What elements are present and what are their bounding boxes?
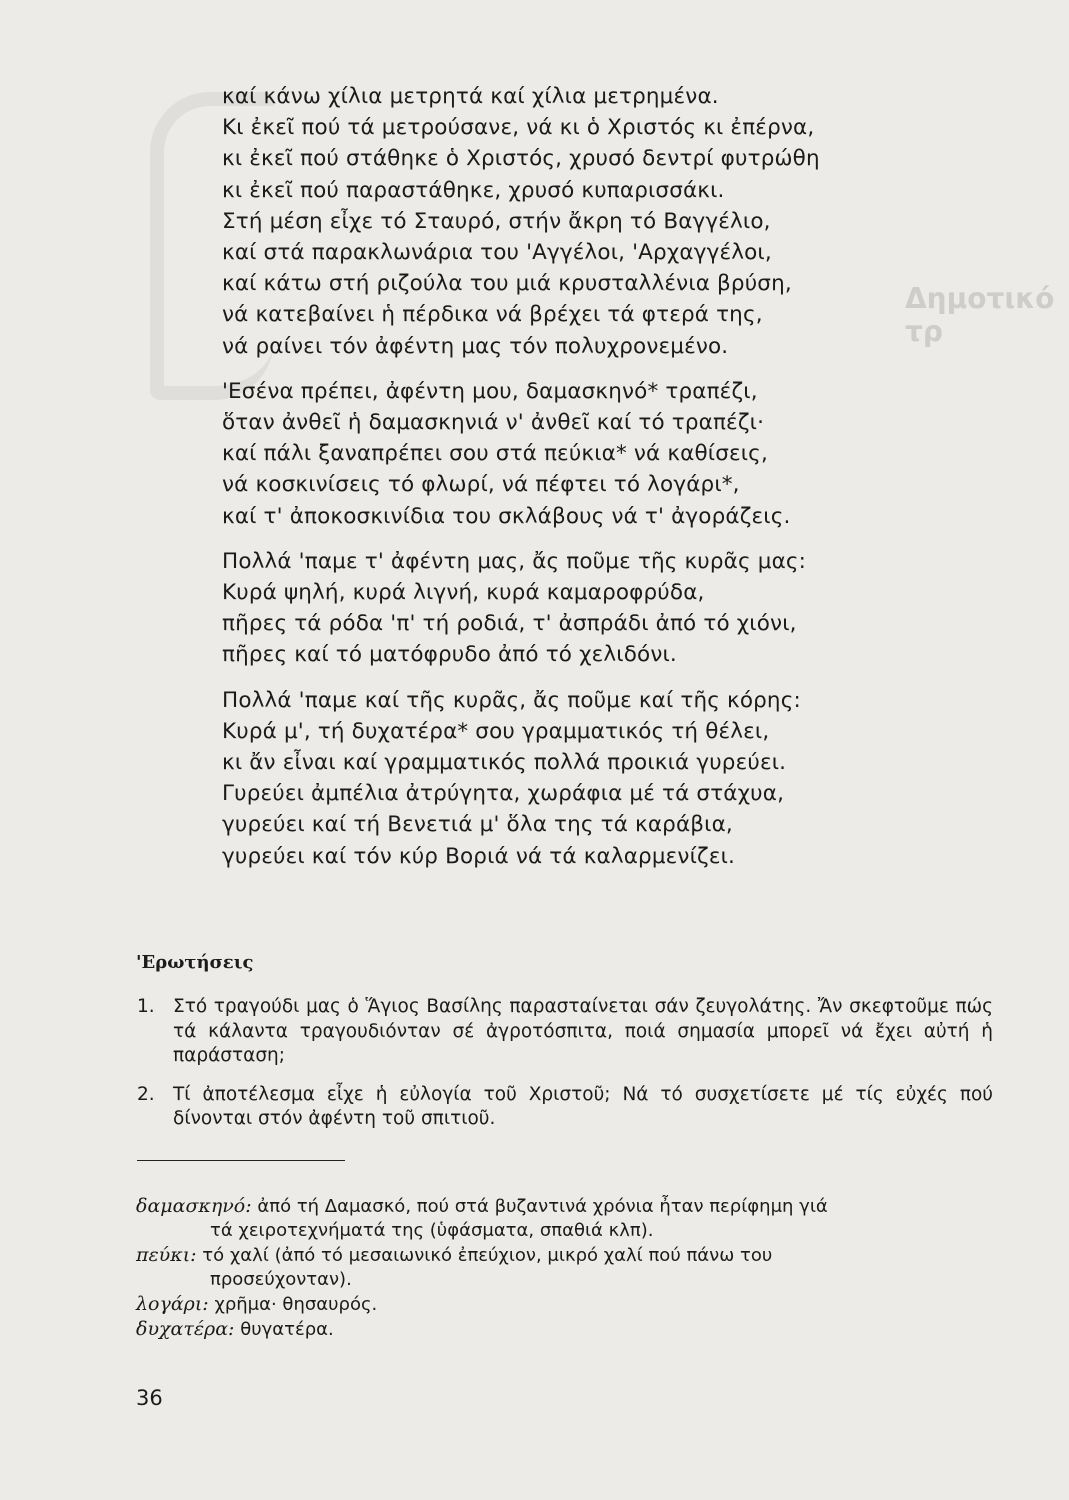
poem-line: γυρεύει καί τή Βενετιά μ' ὅλα της τά καράβια,	[222, 812, 733, 838]
poem-line: πῆρες καί τό ματόφρυδο ἀπό τό χελιδόνι.	[222, 642, 677, 668]
page-number: 36	[136, 1386, 163, 1410]
poem-line: καί τ' ἀποκοσκινίδια του σκλάβους νά τ' ἀγοράζεις.	[222, 503, 791, 529]
stanza-1	[222, 81, 922, 362]
poem-line: νά κοσκινίσεις τό φλωρί, νά πέφτει τό λογάρι*,	[222, 472, 740, 498]
glossary-continuation: τά χειροτεχνήματά της (ὑφάσματα, σπαθιά κλπ).	[210, 1220, 654, 1241]
glossary-entry	[136, 1292, 986, 1317]
glossary-entry	[136, 1317, 986, 1342]
question-item	[137, 1083, 997, 1132]
bleed-through-title: Δημοτικό τρ	[905, 282, 1055, 348]
poem-line: ὅταν ἀνθεῖ ἡ δαμασκηνιά ν' ἀνθεῖ καί τό τραπέζι·	[222, 410, 765, 436]
poem-line: πῆρες τά ρόδα 'π' τή ροδιά, τ' ἀσπράδι ἀπό τό χιόνι,	[222, 611, 797, 637]
glossary-term: πεύκι:	[136, 1244, 197, 1266]
glossary-definition: ἀπό τή Δαμασκό, πού στά βυζαντινά χρόνια ἦταν περίφημη γιά	[257, 1196, 828, 1217]
poem-line: νά κατεβαίνει ἡ πέρδικα νά βρέχει τά φτερά της,	[222, 302, 763, 328]
poem	[222, 81, 922, 886]
poem-line: καί στά παρακλωνάρια του 'Αγγέλοι, 'Αρχαγγέλοι,	[222, 240, 772, 266]
poem-line: 'Εσένα πρέπει, ἀφέντη μου, δαμασκηνό* τραπέζι,	[222, 378, 758, 404]
question-number: 1.	[137, 996, 155, 1017]
questions-heading: 'Ερωτήσεις	[136, 952, 254, 973]
poem-line: Πολλά 'παμε τ' ἀφέντη μας, ἄς ποῦμε τῆς κυρᾶς μας:	[222, 548, 807, 574]
question-number: 2.	[137, 1083, 155, 1105]
question-item	[137, 995, 997, 1069]
poem-line: καί κάνω χίλια μετρητά καί χίλια μετρημένα.	[222, 84, 719, 109]
poem-line: Γυρεύει ἀμπέλια ἀτρύγητα, χωράφια μέ τά στάχυα,	[222, 781, 785, 807]
glossary-entry	[136, 1194, 986, 1219]
stanza-4	[222, 685, 922, 872]
glossary-term: δαμασκηνό:	[136, 1195, 252, 1217]
poem-line: Στή μέση εἶχε τό Σταυρό, στήν ἄκρη τό Βαγγέλιο,	[222, 208, 771, 234]
glossary-entry	[136, 1243, 986, 1268]
glossary-term: δυχατέρα:	[136, 1318, 235, 1340]
glossary	[136, 1194, 986, 1342]
poem-line: γυρεύει καί τόν κύρ Βοριά νά τά καλαρμενίζει.	[222, 843, 736, 869]
poem-line: κι ἐκεῖ πού στάθηκε ὁ Χριστός, χρυσό δεντρί φυτρώθη	[222, 146, 820, 172]
stanza-2	[222, 376, 922, 532]
question-text: Στό τραγούδι μας ὁ Ἅγιος Βασίλης παρασταίνεται σάν ζευγολάτης. Ἄν σκεφτοῦμε πώς τά κάλαντα τραγουδιόνταν σέ ἀγροτόσπιτα, ποιά σημασία μπορεῖ νά ἔχει αὐτή ἡ παράσταση;	[173, 996, 993, 1066]
footnote-divider	[137, 1160, 345, 1161]
poem-line: κι ἄν εἶναι καί γραμματικός πολλά προικιά γυρεύει.	[222, 750, 787, 776]
poem-line: Πολλά 'παμε καί τῆς κυρᾶς, ἄς ποῦμε καί τῆς κόρης:	[222, 687, 801, 713]
glossary-term: λογάρι:	[136, 1293, 209, 1315]
poem-line: Κι ἐκεῖ πού τά μετρούσανε, νά κι ὁ Χριστός κι ἐπέρνα,	[222, 115, 815, 141]
poem-line: καί πάλι ξαναπρέπει σου στά πεύκια* νά καθίσεις,	[222, 441, 768, 467]
glossary-definition: τό χαλί (ἀπό τό μεσαιωνικό ἐπεύχιον, μικρό χαλί πού πάνω του	[202, 1245, 773, 1266]
poem-line: κι ἐκεῖ πού παραστάθηκε, χρυσό κυπαρισσάκι.	[222, 177, 725, 203]
stanza-3	[222, 546, 922, 671]
glossary-definition: χρῆμα· θησαυρός.	[214, 1294, 378, 1315]
poem-line: Κυρά ψηλή, κυρά λιγνή, κυρά καμαροφρύδα,	[222, 580, 705, 606]
questions-list	[137, 995, 997, 1146]
glossary-continuation: προσεύχονταν).	[210, 1269, 352, 1290]
question-text: Τί ἀποτέλεσμα εἶχε ἡ εὐλογία τοῦ Χριστοῦ; Νά τό συσχετίσετε μέ τίς εὐχές πού δίνονται στόν ἀφέντη τοῦ σπιτιοῦ.	[173, 1083, 993, 1129]
poem-line: καί κάτω στή ριζούλα του μιά κρυσταλλένια βρύση,	[222, 271, 792, 297]
poem-line: νά ραίνει τόν ἀφέντη μας τόν πολυχρονεμένο.	[222, 333, 729, 359]
glossary-definition: θυγατέρα.	[240, 1319, 334, 1340]
poem-line: Κυρά μ', τή δυχατέρα* σου γραμματικός τή θέλει,	[222, 718, 770, 744]
